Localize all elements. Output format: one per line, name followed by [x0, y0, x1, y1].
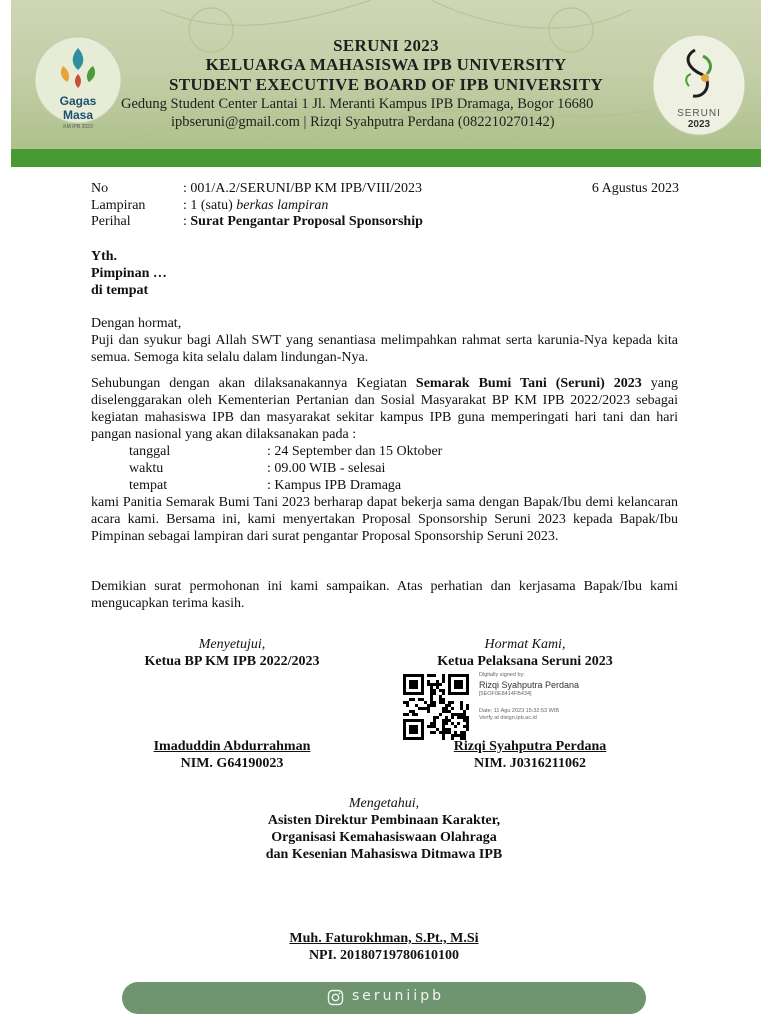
acknowledgement-block — [204, 795, 564, 863]
detail-row-place — [129, 477, 442, 494]
logo-right-line2: 2023 — [687, 119, 711, 130]
cooperation-paragraph: kami Panitia Semarak Bumi Tani 2023 berharap dapat bekerja sama dengan Bapak/Ibu demi kelancaran acara kami. Bersama ini, kami menyertakan Proposal Sponsorship Seruni 2023 kepada Bapak/Ibu Pimpinan sebagai lampiran dari surat pengantar Proposal Sponsorship Seruni 2023. — [91, 495, 678, 544]
meta-attachment-row — [91, 198, 423, 215]
digital-signature-code: [5EOF0E8414FB434] — [479, 691, 532, 697]
event-details — [129, 443, 442, 494]
acknowledgement-title-2: Organisasi Kemahasiswaan Olahraga — [271, 830, 497, 845]
meta-attachment-label: Lampiran — [91, 197, 146, 213]
instagram-icon — [327, 989, 344, 1006]
digital-signature-date: Date: 11 Agu 2023 15:32:53 WIB — [479, 708, 560, 714]
detail-date-value: : 24 September dan 15 Oktober — [267, 444, 443, 459]
meta-subject-row — [91, 214, 423, 231]
acknowledgement-signer — [204, 930, 564, 964]
addressee-line2: Pimpinan … — [91, 266, 167, 281]
detail-row-time — [129, 460, 442, 477]
detail-date-label: tanggal — [129, 444, 171, 459]
logo-right-line1: SERUNI — [677, 108, 721, 119]
signature-right-intro: Hormat Kami, — [484, 637, 566, 652]
event-text-pre: Sehubungan dengan akan dilaksanakannya Kegiatan — [91, 376, 416, 391]
seruni-icon — [651, 30, 747, 140]
signature-right-header — [410, 636, 640, 670]
letterhead-address: Gedung Student Center Lantai 1 Jl. Meranti Kampus IPB Dramaga, Bogor 16680 — [121, 96, 594, 112]
letterhead-line1: SERUNI 2023 — [333, 36, 439, 55]
acknowledgement-title-3: dan Kesenian Mahasiswa Ditmawa IPB — [265, 847, 503, 862]
logo-left-line3: KM IPB 2023 — [63, 124, 93, 130]
logo-left-line2: Masa — [62, 108, 94, 122]
meta-number-label: No — [91, 181, 109, 196]
detail-place-label: tempat — [129, 478, 168, 493]
meta-subject-colon: : — [183, 214, 191, 229]
opening-text: Puji dan syukur bagi Allah SWT yang senantiasa melimpahkan rahmat serta karunia-Nya kepada kita semua. Semoga kita selalu dalam lindungan-Nya. — [91, 333, 678, 365]
footer-bar — [122, 982, 646, 1014]
detail-place-value: : Kampus IPB Dramaga — [267, 478, 402, 493]
event-name: Semarak Bumi Tani (Seruni) 2023 — [415, 376, 642, 391]
signature-left-intro: Menyetujui, — [198, 637, 266, 652]
meta-subject-label: Perihal — [91, 214, 131, 229]
letterhead — [11, 0, 761, 167]
detail-time-value: : 09.00 WIB - selesai — [267, 461, 386, 476]
digital-signature-name: Rizqi Syahputra Perdana — [479, 680, 580, 690]
event-paragraph — [91, 375, 678, 443]
acknowledgement-title-1: Asisten Direktur Pembinaan Karakter, — [267, 813, 501, 828]
greeting: Dengan hormat, — [91, 316, 182, 331]
digital-signature-label: Digitally signed by: — [479, 672, 525, 678]
letter-meta — [91, 181, 423, 231]
signature-left-name: Imaduddin Abdurrahman — [153, 739, 311, 754]
detail-row-date — [129, 443, 442, 460]
letterhead-line3: STUDENT EXECUTIVE BOARD OF IPB UNIVERSITY — [168, 75, 604, 94]
meta-subject-text: Surat Pengantar Proposal Sponsorship — [190, 214, 423, 229]
qr-code-icon — [403, 674, 469, 740]
digital-signature-verify: Verify at disign.ipb.ac.id — [479, 715, 537, 721]
seruni-logo — [651, 30, 747, 140]
meta-number-value: : 001/A.2/SERUNI/BP KM IPB/VIII/2023 — [183, 181, 423, 196]
instagram-handle[interactable]: seruniipb — [352, 988, 444, 1004]
opening-paragraph — [91, 315, 678, 366]
signature-left-title: Ketua BP KM IPB 2022/2023 — [144, 654, 320, 669]
meta-attachment-prefix: : 1 (satu) — [183, 197, 237, 213]
meta-subject-value — [183, 214, 423, 231]
signature-right-id: NIM. J0316211062 — [474, 756, 586, 771]
closing-paragraph: Demikian surat permohonan ini kami sampaikan. Atas perhatian dan kerjasama Bapak/Ibu kami mengucapkan terima kasih. — [91, 579, 678, 611]
letter-date: 6 Agustus 2023 — [591, 181, 679, 196]
addressee — [91, 248, 167, 299]
acknowledgement-name: Muh. Faturokhman, S.Pt., M.Si — [289, 931, 479, 946]
addressee-line3: di tempat — [91, 283, 149, 298]
signature-right-title: Ketua Pelaksana Seruni 2023 — [437, 654, 613, 669]
letterhead-contact: ipbseruni@gmail.com | Rizqi Syahputra Perdana (082210270142) — [171, 114, 555, 130]
meta-attachment-italic: berkas lampiran — [236, 197, 329, 213]
digital-signature — [403, 672, 593, 738]
meta-number-row — [91, 181, 423, 198]
letterhead-line2: KELUARGA MAHASISWA IPB UNIVERSITY — [205, 55, 567, 74]
addressee-line1: Yth. — [91, 249, 118, 264]
logo-left-line1: Gagas — [59, 94, 97, 108]
signature-left-header — [112, 636, 352, 670]
meta-attachment-value — [183, 198, 328, 215]
acknowledgement-id: NPI. 201807197806101​00 — [308, 948, 460, 963]
signature-right-name-block — [400, 738, 660, 772]
detail-time-label: waktu — [129, 461, 164, 476]
signature-right-name: Rizqi Syahputra Perdana — [453, 739, 607, 754]
acknowledgement-intro: Mengetahui, — [348, 796, 420, 811]
event-text-post: yang diselenggarakan oleh Kementerian Pertanian dan Sosial Masyarakat BP KM IPB 2022/2023 sebagai kegiatan mahasiswa IPB dan masyarakat sekitar kampus IPB guna memperingati hari tani dan hari pangan nasional yang akan dilaksanakan pada : — [91, 376, 678, 442]
signature-left-id: NIM. G64190023 — [180, 756, 284, 771]
digital-signature-text — [479, 672, 579, 722]
signature-left-name-block — [112, 738, 352, 772]
